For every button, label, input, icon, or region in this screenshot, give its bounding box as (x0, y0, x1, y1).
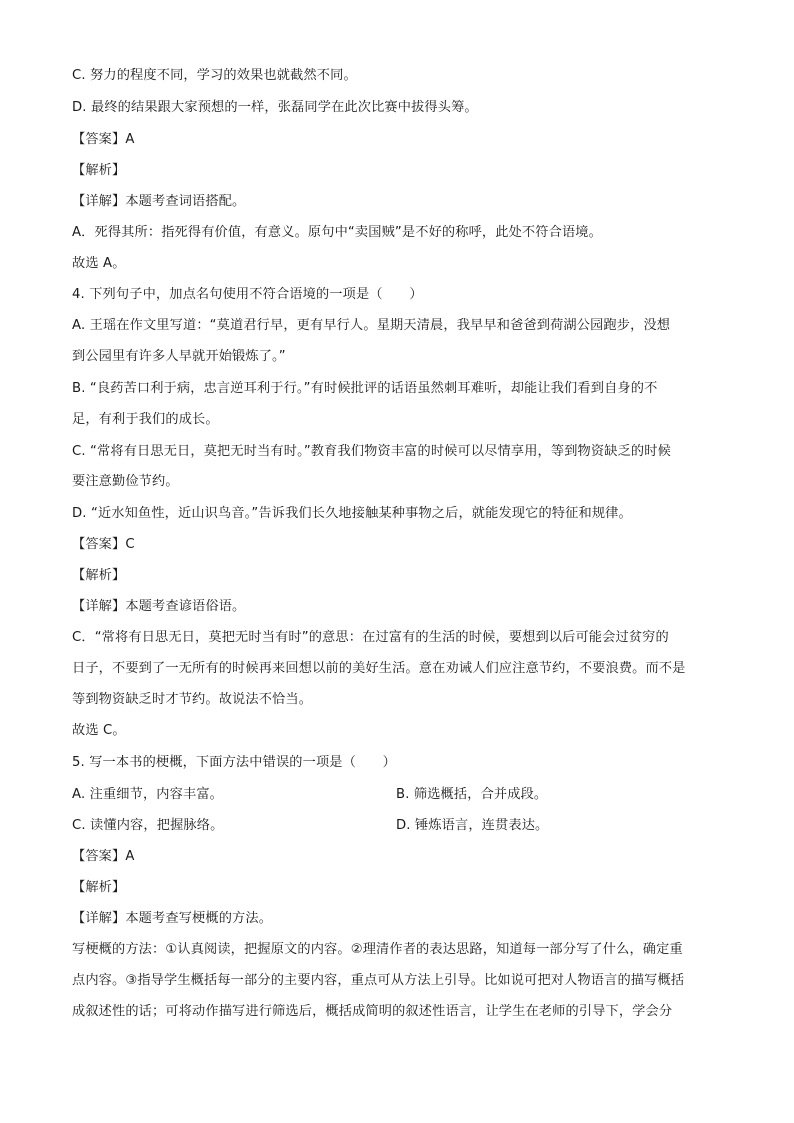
q3-option-c: C. 努力的程度不同，学习的效果也就截然不同。 (72, 68, 357, 83)
q4-explanation-line2: 日子，不要到了一无所有的时候再来回想以前的美好生活。意在劝诫人们应注意节约，不要浪费。而不是 (72, 661, 686, 676)
q5-explanation-line1: 写梗概的方法：①认真阅读，把握原文的内容。②理清作者的表达思路，知道每一部分写了什么，确定重 (72, 942, 683, 957)
q4-explanation-line3: 等到物资缺乏时才节约。故说法不恰当。 (72, 692, 313, 707)
q4-option-a-line1: A. 王瑶在作文里写道：“莫道君行早，更有早行人。星期天清晨，我早早和爸爸到荷湖公园跑步，没想 (72, 318, 671, 333)
q3-detail: 【详解】本题考查词语搭配。 (72, 194, 246, 209)
q5-answer: 【答案】A (72, 849, 135, 864)
q4-analysis-heading: 【解析】 (72, 568, 126, 583)
q5-option-row-1 (72, 785, 727, 805)
q5-detail: 【详解】本题考查写梗概的方法。 (72, 911, 273, 926)
q4-option-b-line2: 足，有利于我们的成长。 (72, 412, 219, 427)
q5-option-a: A. 注重细节，内容丰富。 (72, 787, 223, 802)
q5-option-c: C. 读懂内容，把握脉络。 (72, 818, 224, 833)
q5-explanation-line3: 成叙述性的话；可将动作描写进行筛选后，概括成简明的叙述性语言，让学生在老师的引导下，学会分 (72, 1004, 673, 1019)
q5-analysis-heading: 【解析】 (72, 880, 126, 895)
q3-answer: 【答案】A (72, 132, 135, 147)
q4-option-b-line1: B. “良药苦口利于病，忠言逆耳利于行。”有时候批评的话语虽然刺耳难听，却能让我们看到自身的不 (72, 381, 658, 396)
q5-explanation-line2: 点内容。③指导学生概括每一部分的主要内容，重点可从方法上引导。比如说可把对人物语言的描写概括 (72, 973, 685, 988)
q4-option-d: D. “近水知鱼性，近山识鸟音。”告诉我们长久地接触某种事物之后，就能发现它的特征和规律。 (72, 506, 632, 521)
q4-option-c-line1: C. “常将有日思无日，莫把无时当有时。”教育我们物资丰富的时候可以尽情享用，等到物资缺乏的时候 (72, 444, 671, 459)
q4-stem: 4. 下列句子中，加点名句使用不符合语境的一项是（ ） (72, 287, 423, 302)
q4-explanation-line1: C．“常将有日思无日，莫把无时当有时”的意思：在过富有的生活的时候，要想到以后可能会过贫穷的 (72, 630, 669, 645)
q5-option-row-2 (72, 816, 727, 836)
q4-choose: 故选 C。 (72, 723, 126, 738)
q3-choose: 故选 A。 (72, 256, 126, 271)
q4-option-a-line2: 到公园里有许多人早就开始锻炼了。” (72, 349, 286, 364)
q5-option-b: B. 筛选概括，合并成段。 (396, 787, 548, 802)
q4-option-c-line2: 要注意勤俭节约。 (72, 474, 179, 489)
q4-detail: 【详解】本题考查谚语俗语。 (72, 599, 246, 614)
q5-option-d: D. 锤炼语言，连贯表达。 (396, 818, 549, 833)
q3-option-d: D. 最终的结果跟大家预想的一样，张磊同学在此次比赛中拔得头筹。 (72, 100, 478, 115)
q3-analysis-heading: 【解析】 (72, 163, 126, 178)
q3-explanation: A．死得其所：指死得有价值，有意义。原句中“卖国贼”是不好的称呼，此处不符合语境。 (72, 225, 602, 240)
q4-answer: 【答案】C (72, 537, 135, 552)
q5-stem: 5. 写一本书的梗概，下面方法中错误的一项是（ ） (72, 755, 396, 770)
